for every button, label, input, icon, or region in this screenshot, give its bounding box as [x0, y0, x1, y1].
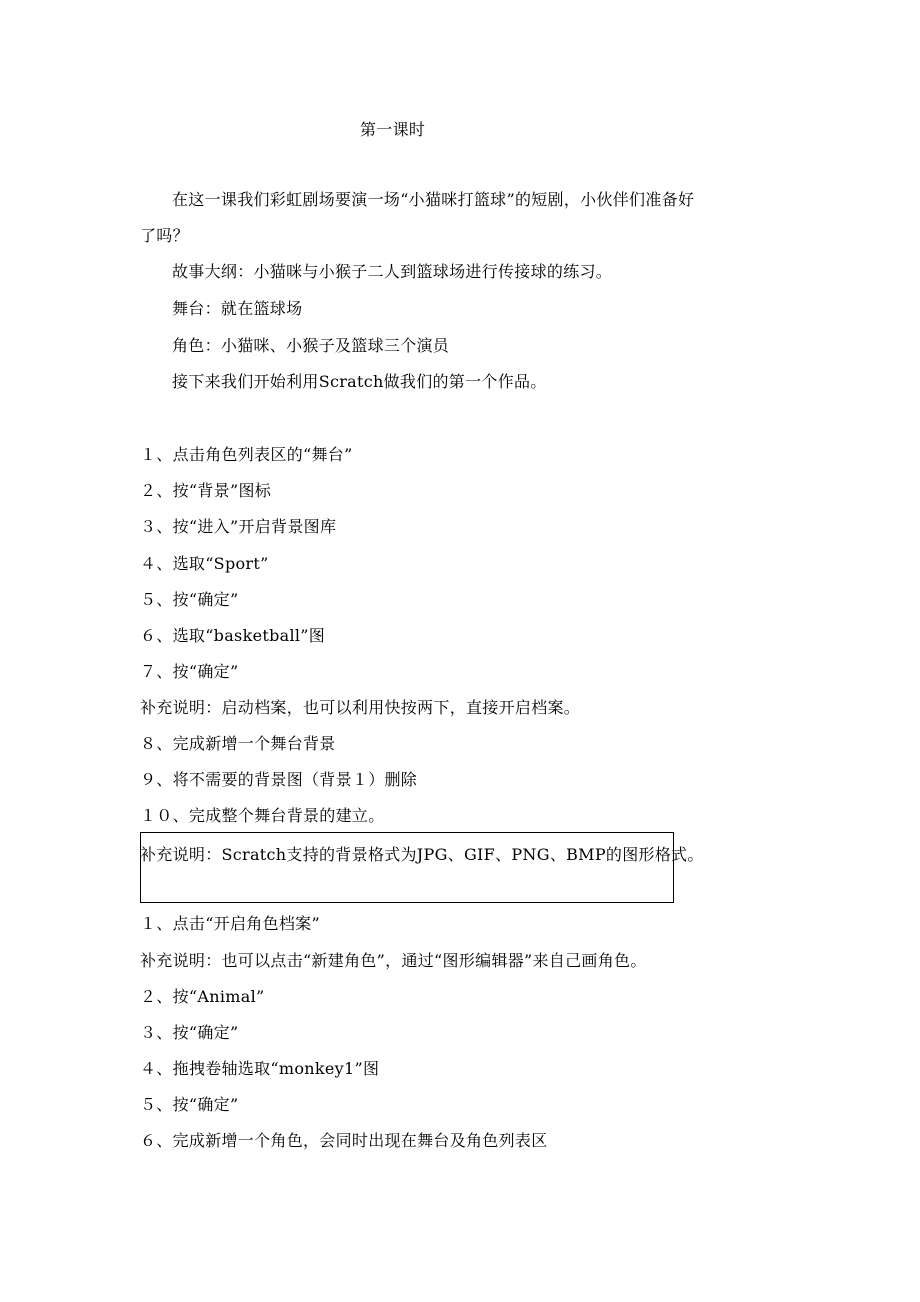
step-item: ４、选取“Sport”	[140, 554, 269, 573]
intro-paragraph-line1: 在这一课我们彩虹剧场要演一场“小猫咪打篮球”的短剧，小伙伴们准备好	[172, 190, 695, 209]
step-item: １０、完成整个舞台背景的建立。	[140, 806, 385, 825]
step-item: ２、按“Animal”	[140, 987, 265, 1006]
boxed-note	[140, 832, 674, 903]
step-item: ５、按“确定”	[140, 590, 239, 609]
step-item: ３、按“确定”	[140, 1023, 239, 1042]
intro-paragraph-line2: 了吗？	[140, 226, 189, 245]
stage-description: 舞台：就在篮球场	[172, 299, 303, 318]
step-item: ３、按“进入”开启背景图库	[140, 517, 337, 536]
roles-description: 角色：小猫咪、小猴子及篮球三个演员	[172, 336, 450, 355]
step-item: ７、按“确定”	[140, 662, 239, 681]
supplementary-note: 补充说明：启动档案，也可以利用快按两下，直接开启档案。	[140, 698, 581, 717]
step-item: １、点击角色列表区的“舞台”	[140, 445, 353, 464]
step-item: ５、按“确定”	[140, 1095, 239, 1114]
story-outline: 故事大纲：小猫咪与小猴子二人到篮球场进行传接球的练习。	[172, 262, 613, 281]
step-item: ８、完成新增一个舞台背景	[140, 734, 336, 753]
step-item: ６、选取“basketball”图	[140, 626, 326, 645]
supplementary-note: 补充说明：也可以点击“新建角色”，通过“图形编辑器”来自己画角色。	[140, 951, 647, 970]
step-item: ４、拖拽卷轴选取“monkey1”图	[140, 1059, 380, 1078]
next-step-text: 接下来我们开始利用Scratch做我们的第一个作品。	[172, 372, 547, 391]
step-item: ６、完成新增一个角色，会同时出现在舞台及角色列表区	[140, 1131, 548, 1150]
page-title: 第一课时	[360, 120, 426, 139]
step-item: ９、将不需要的背景图（背景１）删除	[140, 770, 418, 789]
boxed-note-text: 补充说明：Scratch支持的背景格式为JPG、GIF、PNG、BMP的图形格式。	[140, 845, 704, 864]
step-item: ２、按“背景”图标	[140, 481, 272, 500]
step-item: １、点击“开启角色档案”	[140, 914, 320, 933]
